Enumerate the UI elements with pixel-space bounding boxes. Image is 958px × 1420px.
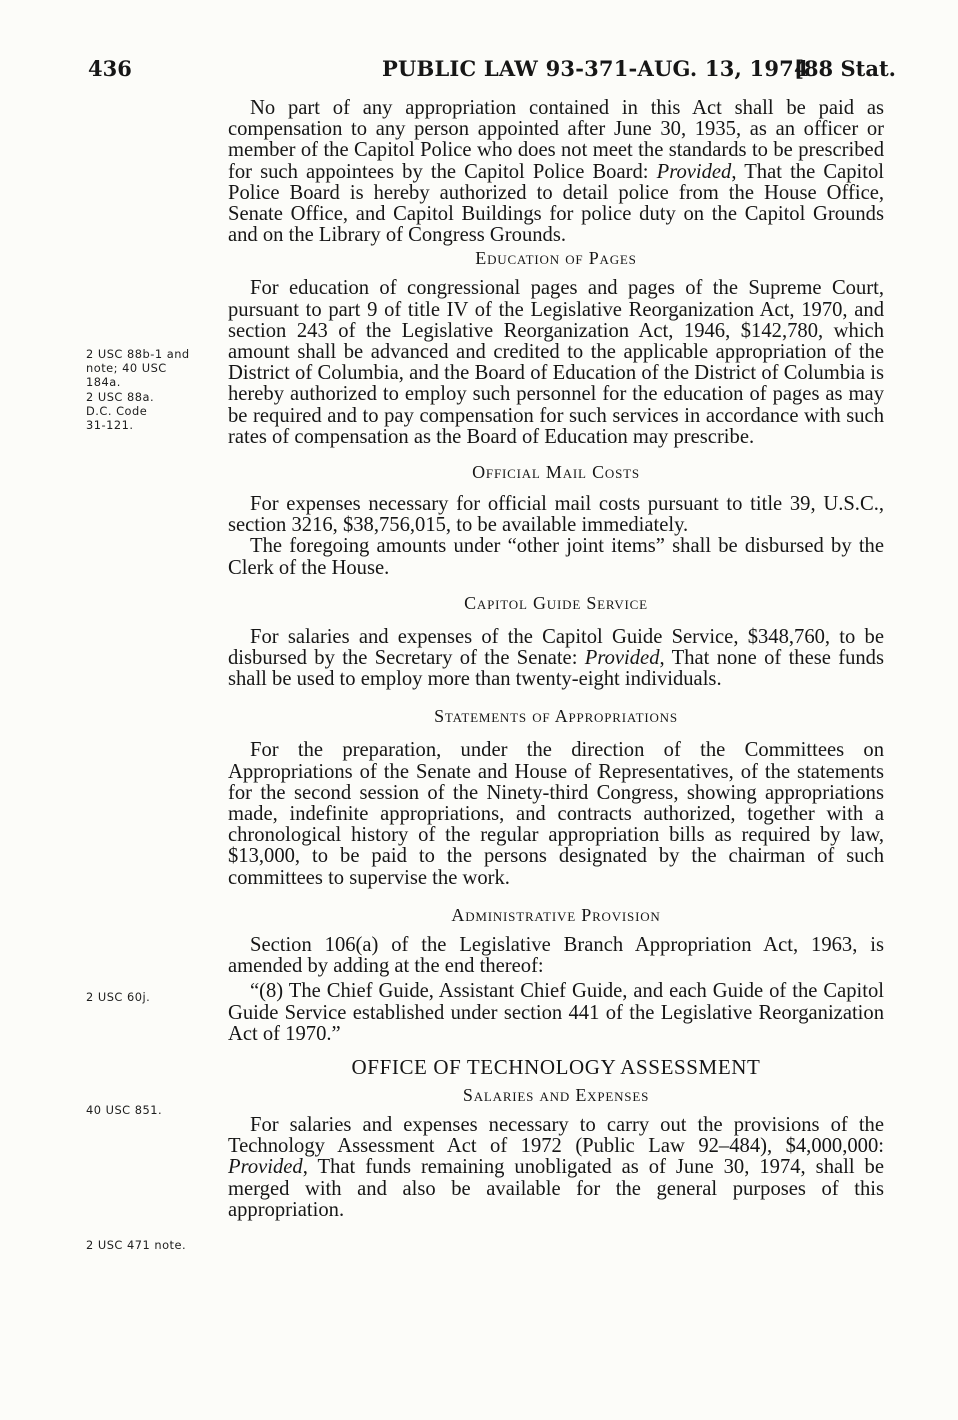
margin-note-ota-citation: 2 USC 471 note. bbox=[86, 1238, 187, 1252]
education-of-pages-paragraph: For education of congressional pages and pages of the Supreme Court, pursuant to part 9 of title IV of the Legislative Reorganization Act, 1970, and section 243 of the Legislative Reorganization Act, 1946, $142,780, which amount shall be advanced and credited to the applicable appropriation of the District of Columbia, and the Board of Education of the District of Columbia is hereby authorized to employ such personnel for the education of pages as may be required and to pay compensation for such services in accordance with such rates of compensation as the Board of Education may prescribe. bbox=[228, 277, 884, 448]
heading-official-mail-costs: Official Mail Costs bbox=[472, 462, 640, 483]
administrative-provision-paragraph: Section 106(a) of the Legislative Branch Appropriation Act, 1963, is amended by adding at the end thereof: bbox=[228, 933, 884, 978]
proviso-word: Provided bbox=[656, 160, 732, 183]
margin-note-line: 31-121. bbox=[86, 418, 134, 433]
margin-note-line: D.C. Code bbox=[86, 403, 148, 418]
capitol-guide-service-paragraph: For salaries and expenses of the Capitol Guide Service, $348,760, to be disbursed by the Secretary of the Senate: Provided, That none of these funds shall be used to employ more than twenty-eight individuals. bbox=[228, 625, 884, 691]
official-mail-costs-paragraph: For expenses necessary for official mail costs pursuant to title 39, U.S.C., section 3216, $38,756,015, to be available immediately. bbox=[228, 493, 884, 537]
heading-administrative-provision: Administrative Provision bbox=[451, 904, 661, 925]
proviso-word: Provided bbox=[584, 647, 660, 670]
margin-note-line: 184a. bbox=[86, 375, 121, 390]
heading-capitol-guide-service: Capitol Guide Service bbox=[464, 592, 648, 613]
margin-note-guide-citation: 40 USC 851. bbox=[86, 1103, 163, 1117]
proviso-word: Provided bbox=[228, 1156, 303, 1179]
running-head: PUBLIC LAW 93-371-AUG. 13, 1974 bbox=[382, 56, 809, 81]
margin-note-admin-citation: 2 USC 60j. bbox=[86, 990, 151, 1004]
disbursement-paragraph: The foregoing amounts under “other joint items” shall be disbursed by the Clerk of the House. bbox=[228, 535, 884, 579]
statute-reference: [88 Stat. bbox=[794, 56, 896, 81]
page-number: 436 bbox=[88, 56, 132, 81]
margin-note-line: 2 USC 88a. bbox=[86, 389, 155, 404]
main-text-column bbox=[228, 98, 884, 1221]
margin-note-line: 2 USC 88b-1 and bbox=[86, 347, 190, 361]
office-of-technology-assessment-title: OFFICE OF TECHNOLOGY ASSESSMENT bbox=[351, 1054, 761, 1079]
administrative-provision-amendment: “(8) The Chief Guide, Assistant Chief Guide, and each Guide of the Capitol Guide Service established under section 441 of the Legislative Reorganization Act of 1970.” bbox=[228, 980, 884, 1045]
statements-of-appropriations-paragraph: For the preparation, under the direction of the Committees on Appropriations of the Senate and House of Representatives, of the statements for the second session of the Ninety-third Congress, showing appropriations made, indefinite appropriations, and contracts authorized, together with a chronological history of the regular appropriation bills as required by law, $13,000, to be paid to the persons designated by the chairman of such committees to supervise the work. bbox=[228, 739, 884, 889]
heading-salaries-and-expenses: Salaries and Expenses bbox=[462, 1084, 650, 1105]
technology-assessment-paragraph: For salaries and expenses necessary to carry out the provisions of the Technology Assessment Act of 1972 (Public Law 92–484), $4,000,000: Provided, That funds remaining unobligated as of June 30, 1974, shall be merged with and also be available for the general purposes of this appropriation. bbox=[228, 1113, 884, 1221]
margin-note-line: note; 40 USC bbox=[86, 361, 167, 376]
heading-education-of-pages: Education of Pages bbox=[475, 248, 637, 269]
page-header bbox=[0, 54, 958, 84]
capitol-police-paragraph: No part of any appropriation contained in this Act shall be paid as compensation to any person appointed after June 30, 1935, as an officer or member of the Capitol Police who does not meet the standards to be prescribed for such appointees by the Capitol Police Board: Provided, That the Capitol Police Board is hereby authorized to detail police from the House Office, Senate Office, and Capitol Buildings for police duty on the Capitol Grounds and on the Library of Congress Grounds. bbox=[228, 97, 884, 247]
heading-statements-of-appropriations: Statements of Appropriations bbox=[434, 706, 678, 727]
margin-note-pages-citation bbox=[86, 347, 226, 432]
